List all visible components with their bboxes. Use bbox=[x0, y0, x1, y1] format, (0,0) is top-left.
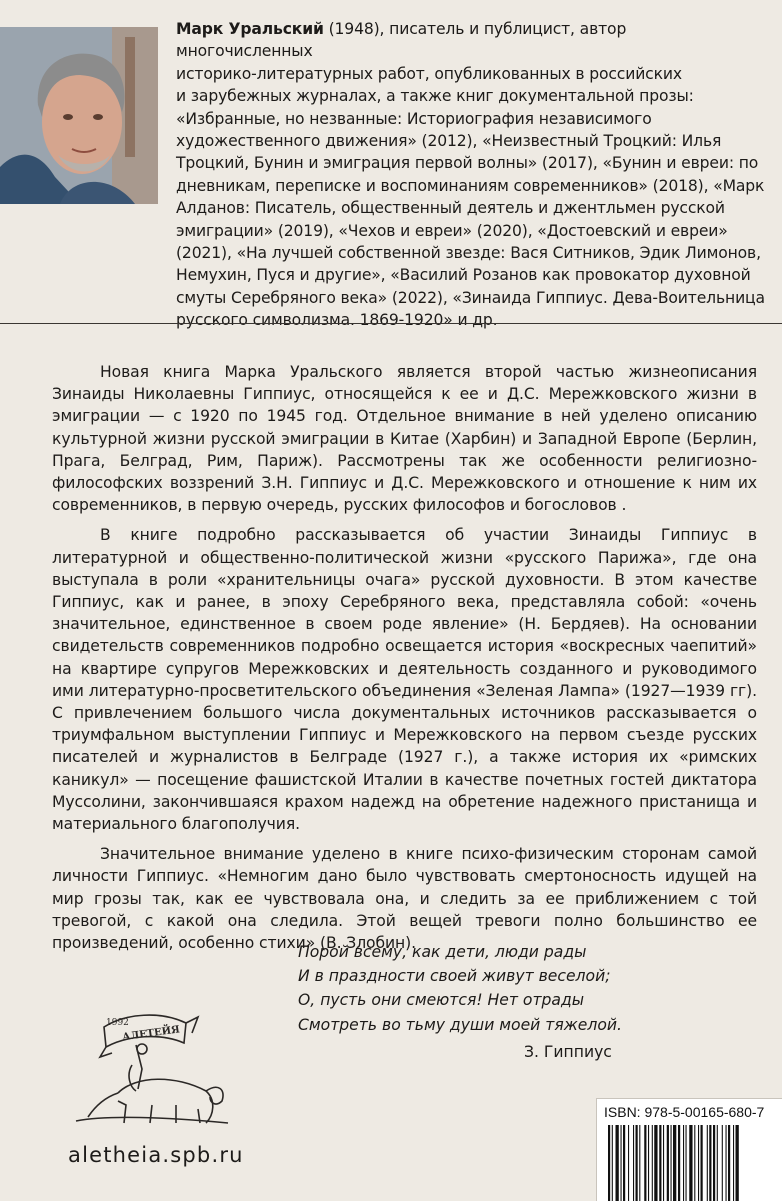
bio-line: дневникам, переписке и воспоминаниям современников» (2018), «Марк bbox=[176, 176, 765, 195]
book-annotation bbox=[52, 361, 757, 962]
epigraph-poem bbox=[298, 940, 738, 1037]
epigraph-line: Порой всему, как дети, люди рады bbox=[298, 943, 587, 961]
bio-line: (1948), писатель и публицист, автор многочисленных bbox=[176, 20, 627, 61]
section-divider bbox=[0, 323, 782, 324]
epigraph-line: О, пусть они смеются! Нет отрады bbox=[298, 991, 585, 1010]
bio-line: Алданов: Писатель, общественный деятель и джентльмен русской bbox=[176, 199, 725, 218]
bio-line: смуты Серебряного века» (2022), «Зинаида Гиппиус. Дева-Воительница bbox=[176, 288, 765, 307]
annotation-paragraph: Значительное внимание уделено в книге психо-физическим сторонам самой личности Гиппиус. «Немногим дано было чувствовать смертоносность идущей на мир грозы так, как ее чувствовала она, и следить за ее приближением с той тревогой, с какой она следила. Этой вещей тревоги полно большинство ее произведений, особенно стихи» (В. Злобин). bbox=[52, 845, 757, 953]
bio-line: историко-литературных работ, опубликованных в российских bbox=[176, 64, 682, 83]
logo-year: 1992 bbox=[106, 1018, 129, 1028]
bio-line: (2021), «На лучшей собственной звезде: Вася Ситников, Эдик Лимонов, bbox=[176, 244, 761, 263]
bio-line: Троцкий, Бунин и эмиграция первой волны» (2017), «Бунин и евреи: по bbox=[176, 154, 759, 173]
bio-line: «Избранные, но незванные: Историография независимого bbox=[176, 109, 652, 128]
publisher-website[interactable]: aletheia.spb.ru bbox=[68, 1143, 244, 1167]
epigraph-author: З. Гиппиус bbox=[524, 1043, 612, 1061]
bio-line: Немухин, Пуся и другие», «Василий Розанов как провокатор духовной bbox=[176, 266, 751, 285]
bio-line: художественного движения» (2012), «Неизвестный Троцкий: Илья bbox=[176, 132, 722, 151]
annotation-paragraph: Новая книга Марка Уральского является второй частью жизнеописания Зинаиды Николаевны Гиппиус, относящейся к ее и Д.С. Мережковского жизни в эмиграции — с 1920 по 1945 год. Отдельное внимание в ней уделено описанию культурной жизни русской эмиграции в Китае (Харбин) и Западной Европе (Берлин, Прага, Белград, Рим, Париж). Рассмотрены так же особенности религиозно-философских воззрений З.Н. Гиппиус и Д.С. Мережковского и отношение к ним их современников, в первую очередь, русских философов и богословов . bbox=[52, 363, 757, 515]
epigraph-line: И в праздности своей живут веселой; bbox=[298, 967, 611, 986]
epigraph-line: Смотреть во тьму души моей тяжелой. bbox=[298, 1015, 622, 1034]
author-name: Марк Уральский bbox=[176, 20, 324, 38]
barcode-sticker bbox=[596, 1098, 782, 1201]
publisher-logo bbox=[66, 1005, 234, 1135]
isbn-label: ISBN: 978-5-00165-680-7 bbox=[604, 1104, 765, 1120]
author-photo bbox=[0, 27, 158, 204]
logo-banner-text: АЛЕТЕЙЯ bbox=[121, 1024, 181, 1044]
bio-line: русского символизма. 1869-1920» и др. bbox=[176, 311, 498, 330]
annotation-paragraph: В книге подробно рассказывается об участии Зинаиды Гиппиус в литературной и общественно-политической жизни «русского Парижа», где она выступала в роли «хранительницы очага» русской духовности. В этом качестве Гиппиус, как и ранее, в эпоху Серебряного века, представляла собой: «очень значительное, единственное в своем роде явление» (Н. Бердяев). На основании свидетельств современников подробно освещается история «воскресных чаепитий» на квартире супругов Мережковских и деятельность созданного и руководимого ими литературно-просветительского объединения «Зеленая Лампа» (1927—1939 гг). С привлечением большого числа документальных источников рассказывается о триумфальном выступлении Гиппиус и Мережковского на первом съезде русских писателей и журналистов в Белграде (1927 г.), а также история их «римских каникул» — посещение фашистской Италии в качестве почетных гостей диктатора Муссолини, закончившаяся крахом надежд на обретение надежного пристанища и материального благополучия. bbox=[52, 526, 757, 834]
bio-line: и зарубежных журналах, а также книг документальной прозы: bbox=[176, 87, 694, 106]
bio-line: эмиграции» (2019), «Чехов и евреи» (2020), «Достоевский и евреи» bbox=[176, 221, 728, 240]
author-bio bbox=[176, 18, 766, 332]
barcode-icon bbox=[606, 1125, 778, 1201]
